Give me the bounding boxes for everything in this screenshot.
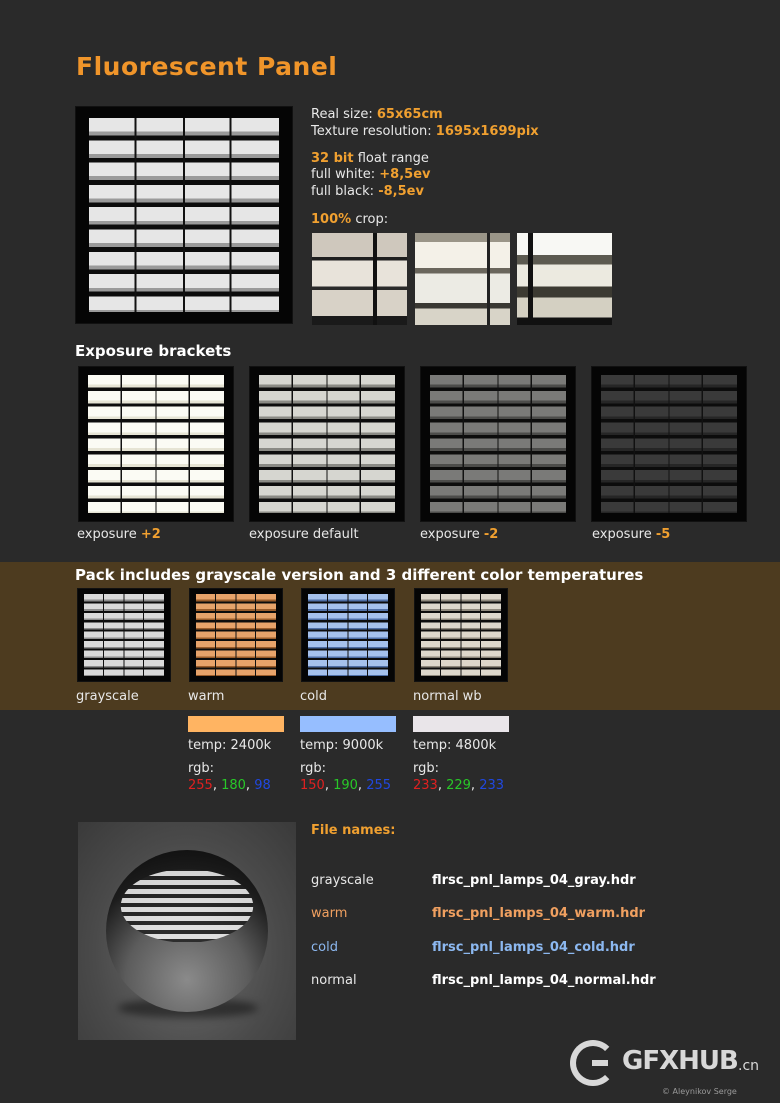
crop-thumbnail-1 <box>312 233 407 325</box>
full-white-line: full white: +8,5ev <box>311 167 431 182</box>
file-label-cold: cold <box>311 940 338 955</box>
normal-rgb-label: rgb: <box>413 761 439 776</box>
warm-temp: temp: 2400k <box>188 738 272 753</box>
file-names-heading: File names: <box>311 823 396 838</box>
bit-depth-line: 32 bit float range <box>311 151 429 166</box>
author-credit: © Aleynikov Serge <box>662 1087 737 1096</box>
exposure-default-preview <box>249 366 405 522</box>
warm-caption: warm <box>188 689 225 704</box>
file-label-normal: normal <box>311 973 357 988</box>
normal-rgb-values: 233, 229, 233 <box>413 778 505 793</box>
crop-thumbnail-2 <box>415 233 510 325</box>
file-name-normal: flrsc_pnl_lamps_04_normal.hdr <box>432 973 656 988</box>
cold-caption: cold <box>300 689 327 704</box>
cold-preview <box>301 588 395 682</box>
exposure-minus5-caption: exposure -5 <box>592 527 671 542</box>
cold-rgb-label: rgb: <box>300 761 326 776</box>
texture-resolution-line: Texture resolution: 1695x1699pix <box>311 124 539 139</box>
page-title: Fluorescent Panel <box>76 52 338 81</box>
warm-rgb-label: rgb: <box>188 761 214 776</box>
exposure-minus2-caption: exposure -2 <box>420 527 499 542</box>
warm-color-swatch <box>188 716 284 732</box>
file-label-warm: warm <box>311 906 348 921</box>
full-black-line: full black: -8,5ev <box>311 184 424 199</box>
exposure-minus2-preview <box>420 366 576 522</box>
crop-label-line: 100% crop: <box>311 212 389 227</box>
warm-preview <box>189 588 283 682</box>
main-texture-preview <box>75 106 293 324</box>
file-name-cold: flrsc_pnl_lamps_04_cold.hdr <box>432 940 635 955</box>
cold-color-swatch <box>300 716 396 732</box>
exposure-heading: Exposure brackets <box>75 342 232 360</box>
grayscale-preview <box>77 588 171 682</box>
logo-g-icon <box>570 1040 616 1086</box>
warm-rgb-values: 255, 180, 98 <box>188 778 271 793</box>
normal-temp: temp: 4800k <box>413 738 497 753</box>
normal-wb-preview <box>414 588 508 682</box>
cold-rgb-values: 150, 190, 255 <box>300 778 392 793</box>
real-size-line: Real size: 65x65cm <box>311 107 443 122</box>
gfxhub-logo: GFXHUB .cn <box>570 1040 750 1090</box>
file-name-warm: flrsc_pnl_lamps_04_warm.hdr <box>432 906 646 921</box>
exposure-minus5-preview <box>591 366 747 522</box>
file-label-grayscale: grayscale <box>311 873 374 888</box>
grayscale-caption: grayscale <box>76 689 139 704</box>
file-name-grayscale: flrsc_pnl_lamps_04_gray.hdr <box>432 873 636 888</box>
crop-thumbnail-3 <box>517 233 612 325</box>
exposure-plus2-preview <box>78 366 234 522</box>
pack-heading: Pack includes grayscale version and 3 different color temperatures <box>75 566 644 584</box>
chrome-sphere-render <box>78 822 296 1040</box>
normal-color-swatch <box>413 716 509 732</box>
cold-temp: temp: 9000k <box>300 738 384 753</box>
exposure-default-caption: exposure default <box>249 527 359 542</box>
chrome-sphere <box>106 850 268 1012</box>
exposure-plus2-caption: exposure +2 <box>77 527 161 542</box>
normal-wb-caption: normal wb <box>413 689 482 704</box>
